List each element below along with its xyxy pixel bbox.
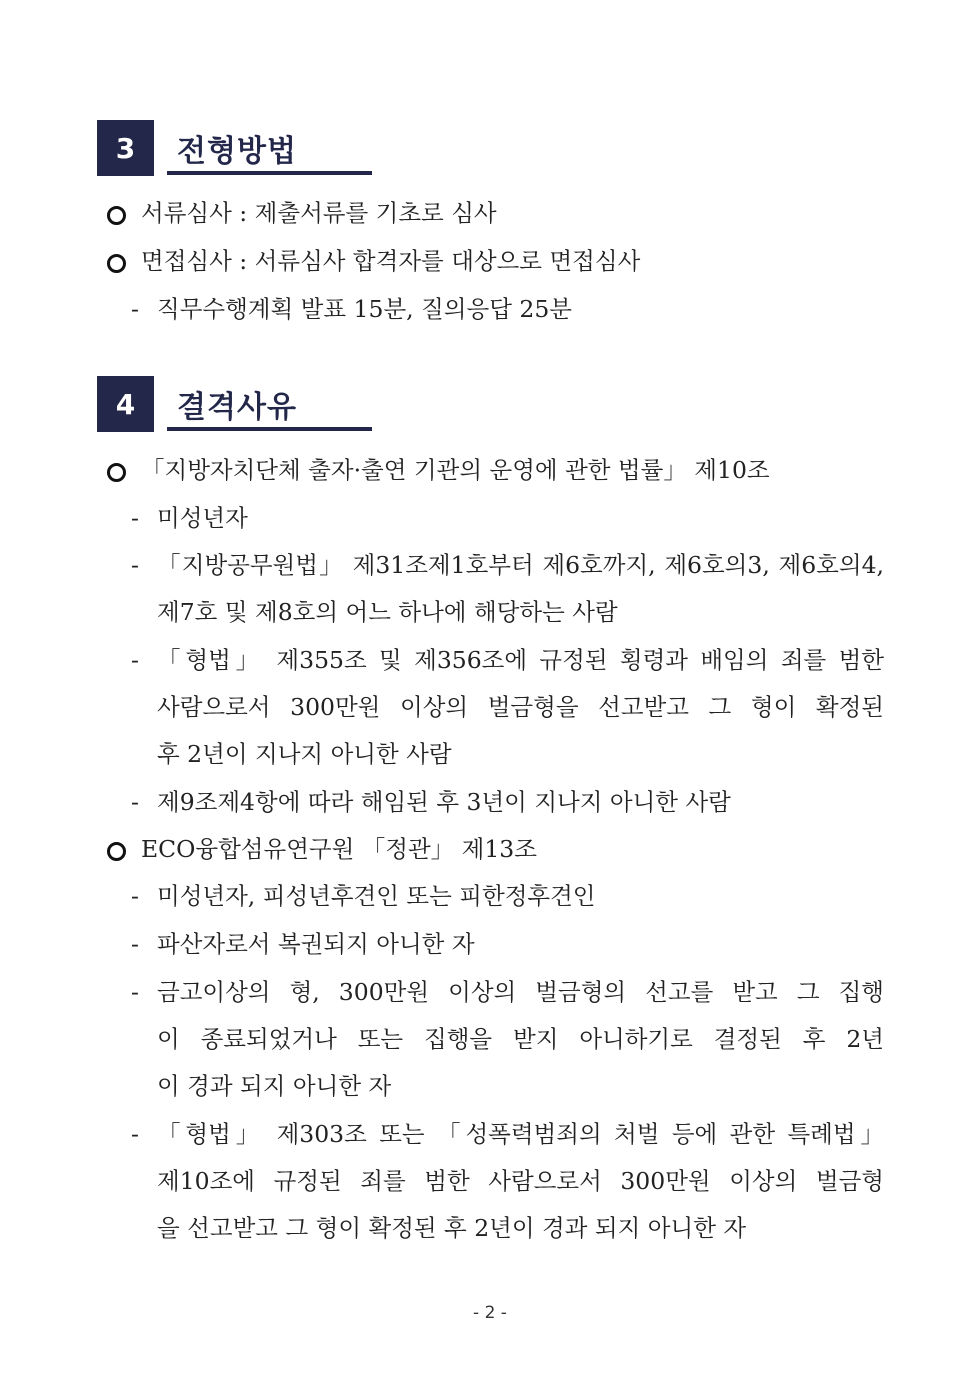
section-number-box: 4 xyxy=(97,376,154,432)
sub-text: 미성년자, 피성년후견인 또는 피한정후견인 xyxy=(157,882,596,910)
sub-text: 미성년자 xyxy=(157,504,248,532)
dash-bullet-icon: - xyxy=(131,295,139,323)
sub-text-cont: 제10조에 규정된 죄를 범한 사람으로서 300만원 이상의 벌금형 xyxy=(157,1167,884,1195)
dash-bullet-icon: - xyxy=(131,978,139,1006)
bullet-text: 「지방자치단체 출자·출연 기관의 운영에 관한 법률」 제10조 xyxy=(141,456,770,484)
circle-bullet-icon xyxy=(107,842,126,861)
sub-text: 직무수행계획 발표 15분, 질의응답 25분 xyxy=(157,295,572,323)
section-title: 전형방법 xyxy=(177,134,297,169)
section-title: 결격사유 xyxy=(177,390,297,425)
bullet-text: ECO융합섬유연구원 「정관」 제13조 xyxy=(141,835,537,863)
sub-text: 「형법」 제303조 또는 「성폭력범죄의 처벌 등에 관한 특례법」 xyxy=(157,1120,884,1148)
section-number-box: 3 xyxy=(97,120,154,176)
sub-text-cont: 제7호 및 제8호의 어느 하나에 해당하는 사람 xyxy=(157,598,618,626)
sub-text-cont: 이 경과 되지 아니한 자 xyxy=(157,1072,392,1100)
circle-bullet-icon xyxy=(107,206,126,225)
sub-text-cont: 을 선고받고 그 형이 확정된 후 2년이 경과 되지 아니한 자 xyxy=(157,1214,747,1242)
sub-text: 「지방공무원법」 제31조제1호부터 제6호까지, 제6호의3, 제6호의4, xyxy=(157,551,884,579)
circle-bullet-icon xyxy=(107,254,126,273)
sub-text: 제9조제4항에 따라 해임된 후 3년이 지나지 아니한 사람 xyxy=(157,788,731,816)
title-underline xyxy=(167,171,372,175)
dash-bullet-icon: - xyxy=(131,1120,139,1148)
sub-text: 파산자로서 복권되지 아니한 자 xyxy=(157,930,475,958)
sub-text-cont: 사람으로서 300만원 이상의 벌금형을 선고받고 그 형이 확정된 xyxy=(157,693,884,721)
dash-bullet-icon: - xyxy=(131,504,139,532)
dash-bullet-icon: - xyxy=(131,930,139,958)
dash-bullet-icon: - xyxy=(131,646,139,674)
bullet-text: 면접심사 : 서류심사 합격자를 대상으로 면접심사 xyxy=(141,247,641,275)
dash-bullet-icon: - xyxy=(131,788,139,816)
title-underline xyxy=(167,427,372,431)
page-number: - 2 - xyxy=(473,1303,507,1323)
sub-text: 「형법」 제355조 및 제356조에 규정된 횡령과 배임의 죄를 범한 xyxy=(157,646,884,674)
sub-text-cont: 이 종료되었거나 또는 집행을 받지 아니하기로 결정된 후 2년 xyxy=(157,1025,884,1053)
sub-text: 금고이상의 형, 300만원 이상의 벌금형의 선고를 받고 그 집행 xyxy=(157,978,884,1006)
circle-bullet-icon xyxy=(107,463,126,482)
bullet-text: 서류심사 : 제출서류를 기초로 심사 xyxy=(141,199,497,227)
dash-bullet-icon: - xyxy=(131,882,139,910)
sub-text-cont: 후 2년이 지나지 아니한 사람 xyxy=(157,740,452,768)
dash-bullet-icon: - xyxy=(131,551,139,579)
